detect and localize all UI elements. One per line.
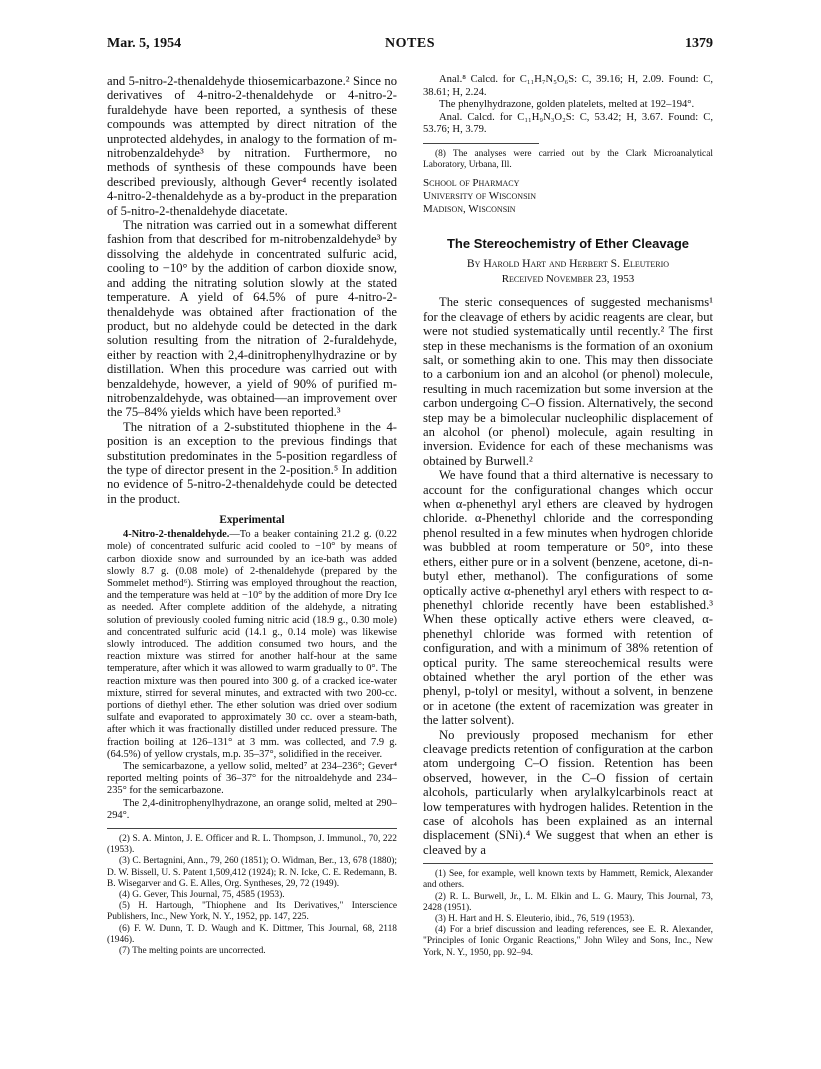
institution-address	[423, 177, 713, 216]
body-paragraph: No previously proposed mechanism for ether cleavage predicts retention of configuration at the carbon atom undergoing C–O fission. Retention has been observed, however, in the C–O fission of certain alcohols, particularly when arylalkylcarbinols react at low temperatures with hydrogen halides. Retention in the case of alcohols has been explained as an internal displacement (SNi).⁴ We suggest that when an ether is cleaved by a	[423, 727, 713, 857]
body-paragraph: The nitration was carried out in a somewhat different fashion from that described for m-nitrobenzaldehyde³ by dissolving the aldehyde in concentrated sulfuric acid, cooling to −10° by the addition of carbon dioxide snow, and adding the nitrating solution slowly at the stated temperature. A yield of 64.5% of pure 4-nitro-2-thenaldehyde was obtained after fractionation of the product, but no aldehyde could be detected in the dark solution resulting from the nitration of 2-furaldehyde, either by reaction with 2,4-dinitrophenylhydrazine or by distillation. When this procedure was carried out with benzaldehyde, however, a yield of 90% of purified m-nitrobenzaldehyde, was obtained—an improvement over the 75–84% yields which have been reported.³	[107, 218, 397, 420]
footnote: (2) R. L. Burwell, Jr., L. M. Elkin and L. G. Maury, This Journal, 73, 2428 (1951).	[423, 891, 713, 913]
footnote: (3) H. Hart and H. S. Eleuterio, ibid., 76, 519 (1953).	[435, 914, 635, 925]
experimental-run-head: 4-Nitro-2-thenaldehyde.	[123, 529, 230, 541]
address-line: University of Wisconsin	[423, 190, 536, 203]
semicarbazone-paragraph: The semicarbazone, a yellow solid, melted⁷ at 234–236°; Gever⁴ reported melting points of 36–37° for the nitroaldehyde and 234–235° for the semicarbazone.	[107, 761, 397, 797]
header-date: Mar. 5, 1954	[107, 36, 182, 51]
body-paragraph: and 5-nitro-2-thenaldehyde thiosemicarbazone.² Since no derivatives of 4-nitro-2-thenaldehyde or 4-nitro-2-furaldehyde have been reported, a synthesis of these compounds was attempted by direct nitration of the unprotected aldehydes, in analogy to the formation of m-nitrobenzaldehyde³ by nitration. Furthermore, no methods of synthesis of these compounds have been described previously, although Gever⁴ recently isolated 4-nitro-2-thenaldehyde as a by-product in the preparation of 5-nitro-2-thenaldehyde diacetate.	[107, 74, 397, 218]
footnote: (3) C. Bertagnini, Ann., 79, 260 (1851); O. Widman, Ber., 13, 678 (1880); D. W. Bissell, U. S. Patent 1,509,412 (1924); R. N. Icke, C. E. Redemann, B. B. Wisegarver and G. E. Alles, Org. Syntheses, 29, 72 (1949).	[107, 856, 397, 889]
address-line: Madison, Wisconsin	[423, 203, 516, 216]
experimental-paragraph	[107, 529, 397, 761]
right-column	[423, 74, 713, 959]
footnote-divider	[423, 143, 539, 144]
body-paragraph: The steric consequences of suggested mechanisms¹ for the cleavage of ethers by acidic reagents are clear, but were not studied systematically until recently.² The first step in these mechanisms is the formation of an oxonium salt, or something akin to one. This may then dissociate to a carbonium ion and an alcohol (or phenol) molecule, resulting in much racemization but some inversion at the carbon undergoing C–O fission. Alternatively, the second step may be a bimolecular nucleophilic displacement of an alcohol (or phenol) molecule, again resulting in inversion. Evidence for each of these mechanisms was obtained by Burwell.²	[423, 295, 713, 468]
footnote: (4) G. Gever, This Journal, 75, 4585 (1953).	[119, 890, 285, 901]
received-date: Received November 23, 1953	[501, 273, 635, 286]
left-column	[107, 74, 397, 957]
page-header	[107, 36, 713, 56]
footnote: (2) S. A. Minton, J. E. Officer and R. L. Thompson, J. Immunol., 70, 222 (1953).	[107, 834, 397, 856]
body-paragraph: We have found that a third alternative is necessary to account for the configurational changes which occur when α-phenethyl aryl ethers are cleaved by hydrogen chloride. α-Phenethyl chloride and the corresponding phenol resulted in a few minutes when hydrogen chloride was bubbled at room temperature or 50°, into these ethers, either pure or in a solvent (benzene, acetone, di-n-butyl ether, methanol). The configurations of some optically active α-phenethyl aryl ethers with respect to α-phenethyl chloride recently have been established.³ When these optically active ethers were cleaved, α-phenethyl chloride was formed with retention of configuration, and with a minimum of 38% retention of optical purity. The same stereochemical results were obtained whether the aryl portion of the ether was phenyl, p-tolyl or mesityl, without a solvent, in benzene or in acetone (the extent of racemization was greater in the latter solvent).	[423, 468, 713, 728]
body-paragraph: The nitration of a 2-substituted thiophene in the 4-position is an exception to the previous findings that substitution predominates in the 5-position regardless of the type of director present in the 2-position.⁵ In addition no evidence of 5-nitro-2-thenaldehyde could be detected in the product.	[107, 419, 397, 506]
footnote: (1) See, for example, well known texts by Hammett, Remick, Alexander and others.	[423, 869, 713, 891]
article-byline: By Harold Hart and Herbert S. Eleuterio	[466, 257, 670, 271]
footnote-divider	[423, 863, 713, 864]
experimental-text: —To a beaker containing 21.2 g. (0.22 mole) of concentrated sulfuric acid cooled to −10° by means of carbon dioxide snow and surrounded by an ice-bath was added slowly 8.7 g. (0.08 mole) of 2-thenaldehyde (prepared by the Sommelet method⁶). Stirring was employed throughout the reaction, and the temperature was held at −10° by the addition of more Dry Ice as needed. After complete addition of the aldehyde, a nitrating solution of previously cooled fuming nitric acid (18.9 g., 0.30 mole) and concentrated sulfuric acid (14.1 g., 0.14 mole) was likewise slowly introduced. The addition consumed two hours, and the reaction mixture was stirred for another half-hour at the same temperature, after which it was allowed to warm gradually to 0°. The reaction mixture was then poured into 300 g. of a cracked ice-water mixture, stirred for several minutes, and extracted with two 200-cc. portions of diethyl ether. The ether solution was dried over sodium sulfate and evaporated to approximately 30 cc. over a steam-bath, after which it was fractionally distilled under reduced pressure. The fraction boiling at 126–131° at 3 mm. was collected, and 7.9 g. (64.5%) of yellow crystals, m.p. 35–37°, solidified in the receiver.	[107, 529, 397, 760]
footnote: (7) The melting points are uncorrected.	[119, 946, 266, 957]
address-line: School of Pharmacy	[423, 177, 520, 190]
analysis-line: Anal. Calcd. for C₁₁H₉N₃O₂S: C, 53.42; H, 3.67. Found: C, 53.76; H, 3.79.	[423, 111, 713, 136]
header-section: NOTES	[385, 36, 435, 51]
analysis-line: Anal.⁸ Calcd. for C₁₁H₇N₅O₆S: C, 39.16; H, 2.09. Found: C, 38.61; H, 2.24.	[423, 74, 713, 98]
footnote: (5) H. Hartough, "Thiophene and Its Derivatives," Interscience Publishers, Inc., New York, N. Y., 1952, pp. 147, 225.	[107, 901, 397, 923]
dinitrophenylhydrazone-paragraph: The 2,4-dinitrophenylhydrazone, an orange solid, melted at 290–294°.	[107, 797, 397, 821]
footnote: (8) The analyses were carried out by the Clark Microanalytical Laboratory, Urbana, Ill.	[423, 148, 713, 171]
experimental-heading: Experimental	[219, 514, 285, 527]
footnote-divider	[107, 828, 397, 829]
header-page-number: 1379	[685, 36, 713, 51]
phenylhydrazone-line: The phenylhydrazone, golden platelets, melted at 192–194°.	[439, 99, 695, 111]
footnote: (4) For a brief discussion and leading references, see E. R. Alexander, "Principles of Ionic Organic Reactions," John Wiley and Sons, Inc., New York, N. Y., 1950, pp. 92–94.	[423, 925, 713, 958]
article-title: The Stereochemistry of Ether Cleavage	[446, 236, 690, 252]
footnote: (6) F. W. Dunn, T. D. Waugh and K. Dittmer, This Journal, 68, 2118 (1946).	[107, 923, 397, 945]
